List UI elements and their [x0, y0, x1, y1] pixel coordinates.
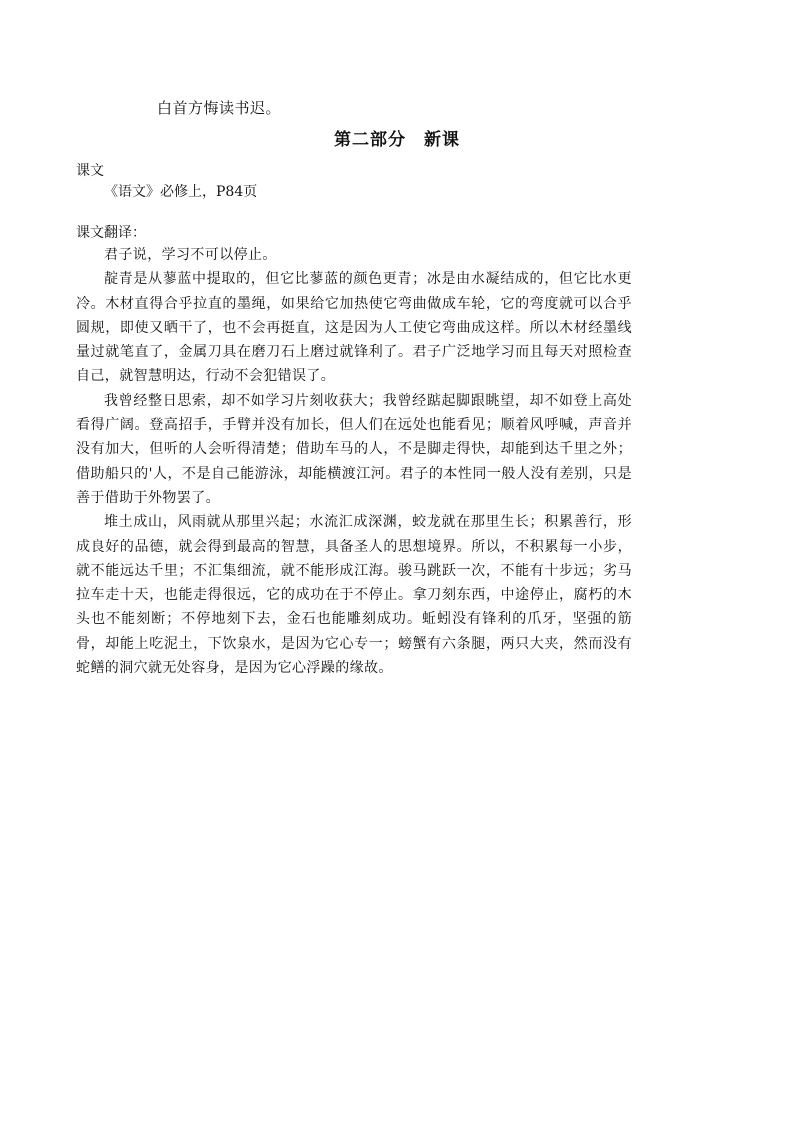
text-label: 课文	[76, 163, 104, 179]
translation-label: 课文翻译：	[76, 225, 146, 241]
closing-line: 白首方悔读书迟。	[157, 99, 282, 117]
translation-paragraph-3: 我曾经整日思索，却不如学习片刻收获大；我曾经踮起脚跟眺望，却不如登上高处看得广阔。登高招手，手臂并没有加长，但人们在远处也能看见；顺着风呼喊，声音并没有加大，但听的人会听得清楚；借助车马的人，不是脚走得快，却能到达千里之外；借助船只的'人，不是自己能游泳，却能横渡江河。君子的本性同一般人没有差别，只是善于借助于外物罢了。	[76, 392, 632, 506]
translation-paragraph-2: 靛青是从蓼蓝中提取的，但它比蓼蓝的颜色更青；冰是由水凝结成的，但它比水更冷。木材直得合乎拉直的墨绳，如果给它加热使它弯曲做成车轮，它的弯度就可以合乎圆规，即使又晒干了，也不会再挺直，这是因为人工使它弯曲成这样。所以木材经墨线量过就笔直了，金属刀具在磨刀石上磨过就锋利了。君子广泛地学习而且每天对照检查自己，就智慧明达，行动不会犯错误了。	[76, 271, 632, 385]
translation-body	[76, 243, 632, 680]
section-title: 第二部分 新课	[334, 130, 460, 150]
translation-paragraph-1: 君子说，学习不可以停止。	[104, 247, 277, 263]
translation-paragraph-4: 堆土成山，风雨就从那里兴起；水流汇成深渊，蛟龙就在那里生长；积累善行，形成良好的品德，就会得到最高的智慧，具备圣人的思想境界。所以，不积累每一小步，就不能远达千里；不汇集细流，就不能形成江海。骏马跳跃一次，不能有十步远；劣马拉车走十天，也能走得很远，它的成功在于不停止。拿刀刻东西，中途停止，腐朽的木头也不能刻断；不停地刻下去，金石也能雕刻成功。蚯蚓没有锋利的爪牙，坚强的筋骨，却能上吃泥土，下饮泉水，是因为它心专一；螃蟹有六条腿，两只大夹，然而没有蛇鳝的洞穴就无处容身，是因为它心浮躁的缘故。	[76, 514, 632, 677]
textbook-reference: 《语文》必修上，P84页	[104, 184, 258, 200]
